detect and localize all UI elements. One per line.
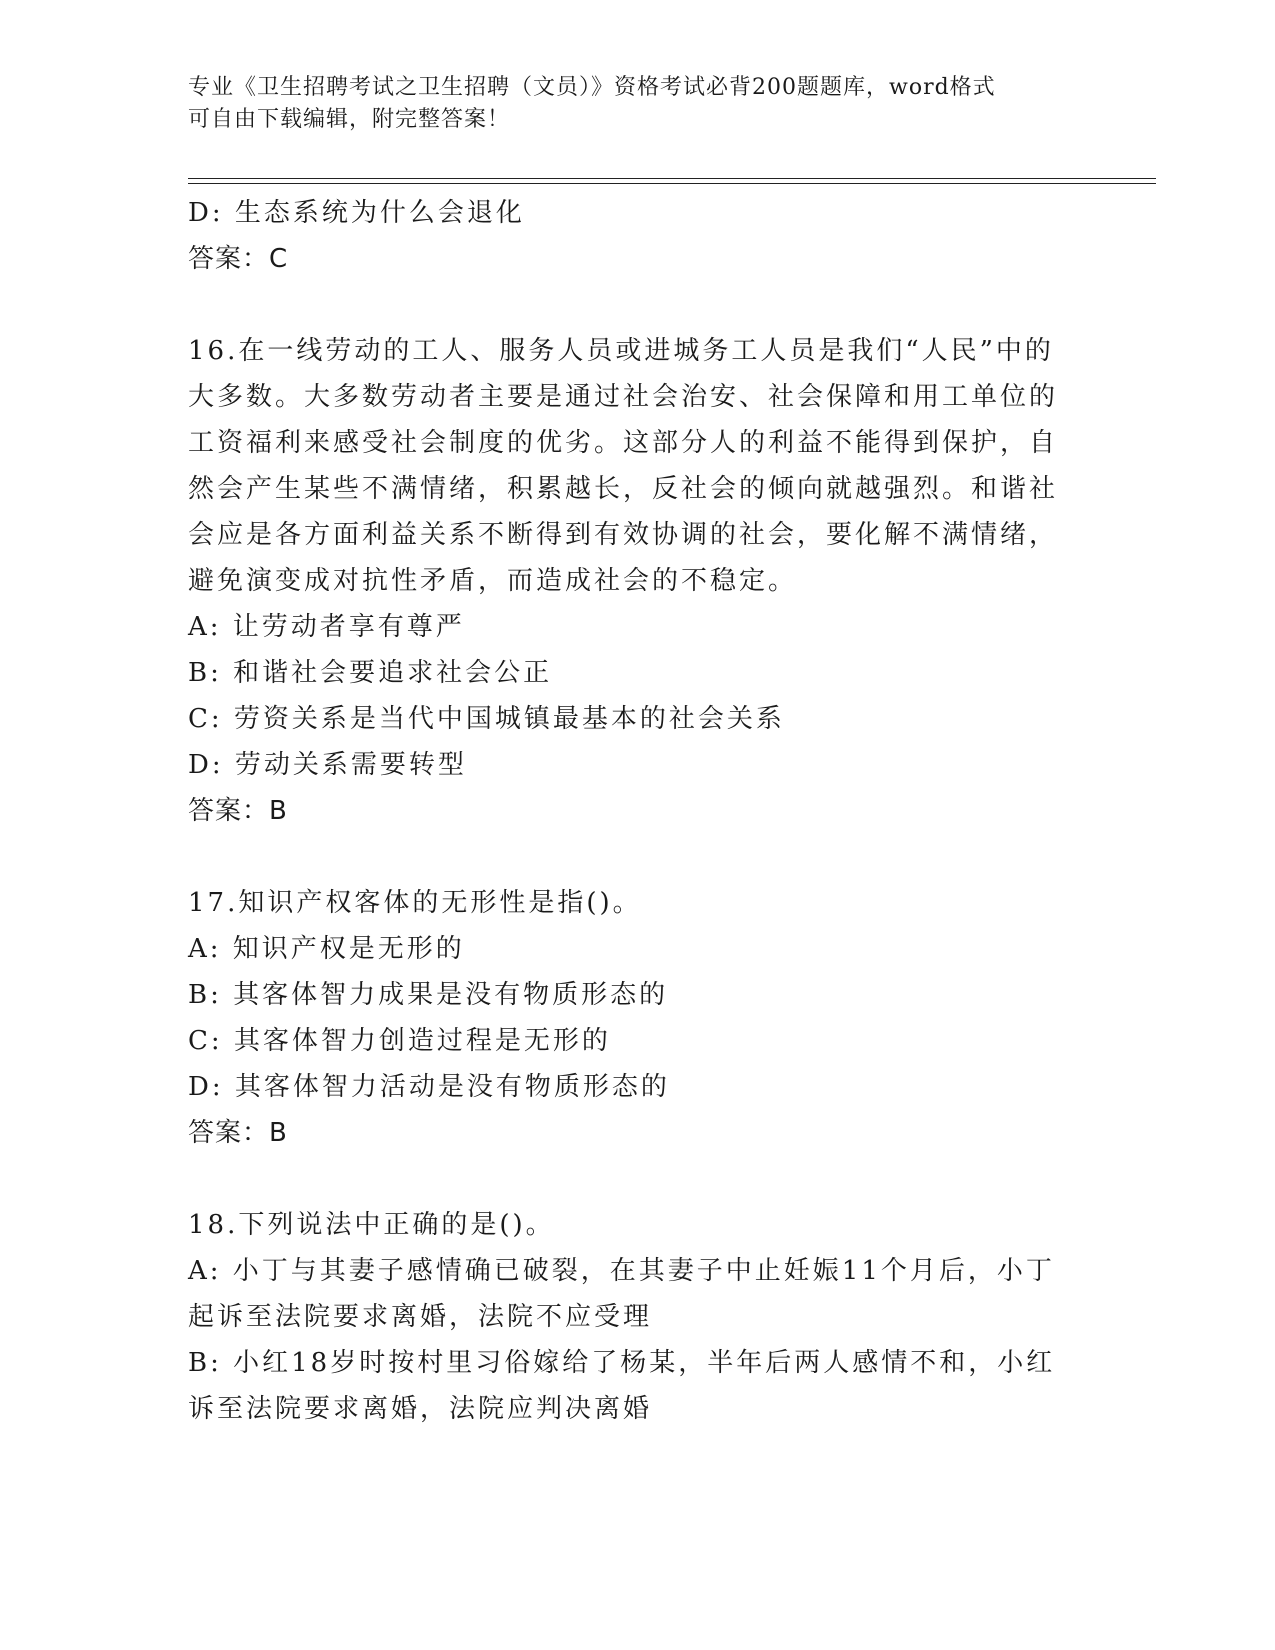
answer-line: 答案：B	[188, 1118, 288, 1148]
option-a-continued: 起诉至法院要求离婚，法院不应受理	[188, 1302, 653, 1332]
question-stem-line: 避免演变成对抗性矛盾，而造成社会的不稳定。	[188, 566, 798, 596]
option-d: D: 生态系统为什么会退化	[188, 198, 525, 228]
question-stem-line: 然会产生某些不满情绪，积累越长，反社会的倾向就越强烈。和谐社	[188, 474, 1059, 504]
option-a: A: 让劳动者享有尊严	[188, 612, 465, 642]
answer-line: 答案：B	[188, 796, 288, 826]
option-b-continued: 诉至法院要求离婚，法院应判决离婚	[188, 1394, 653, 1424]
question-stem-line: 大多数。大多数劳动者主要是通过社会治安、社会保障和用工单位的	[188, 382, 1059, 412]
spacer	[188, 282, 1088, 328]
option-a: A: 小丁与其妻子感情确已破裂，在其妻子中止妊娠11个月后，小丁	[188, 1256, 1055, 1286]
option-c: C: 其客体智力创造过程是无形的	[188, 1026, 611, 1056]
question-stem-line: 会应是各方面利益关系不断得到有效协调的社会，要化解不满情绪，	[188, 520, 1059, 550]
spacer	[188, 1156, 1088, 1202]
option-d: D: 劳动关系需要转型	[188, 750, 467, 780]
option-b: B: 其客体智力成果是没有物质形态的	[188, 980, 669, 1010]
question-stem-line: 17.知识产权客体的无形性是指()。	[188, 888, 642, 918]
document-header	[188, 72, 1068, 136]
spacer	[188, 834, 1088, 880]
question-stem-line: 16.在一线劳动的工人、服务人员或进城务工人员是我们“人民”中的	[188, 336, 1054, 366]
header-line-1: 专业《卫生招聘考试之卫生招聘（文员）》资格考试必背200题题库，word格式	[188, 75, 996, 100]
header-line-2: 可自由下载编辑，附完整答案！	[188, 107, 511, 132]
option-b: B: 小红18岁时按村里习俗嫁给了杨某，半年后两人感情不和，小红	[188, 1348, 1056, 1378]
answer-line: 答案：C	[188, 244, 289, 274]
question-16	[188, 328, 1088, 834]
option-c: C: 劳资关系是当代中国城镇最基本的社会关系	[188, 704, 785, 734]
option-a: A: 知识产权是无形的	[188, 934, 465, 964]
header-divider-top	[188, 178, 1156, 179]
option-b: B: 和谐社会要追求社会公正	[188, 658, 553, 688]
question-stem-line: 工资福利来感受社会制度的优劣。这部分人的利益不能得到保护，自	[188, 428, 1059, 458]
question-18	[188, 1202, 1088, 1432]
header-divider-bottom	[188, 183, 1156, 184]
question-17	[188, 880, 1088, 1156]
document-body	[188, 190, 1088, 1432]
partial-question	[188, 190, 1088, 282]
question-stem-line: 18.下列说法中正确的是()。	[188, 1210, 555, 1240]
option-d: D: 其客体智力活动是没有物质形态的	[188, 1072, 670, 1102]
